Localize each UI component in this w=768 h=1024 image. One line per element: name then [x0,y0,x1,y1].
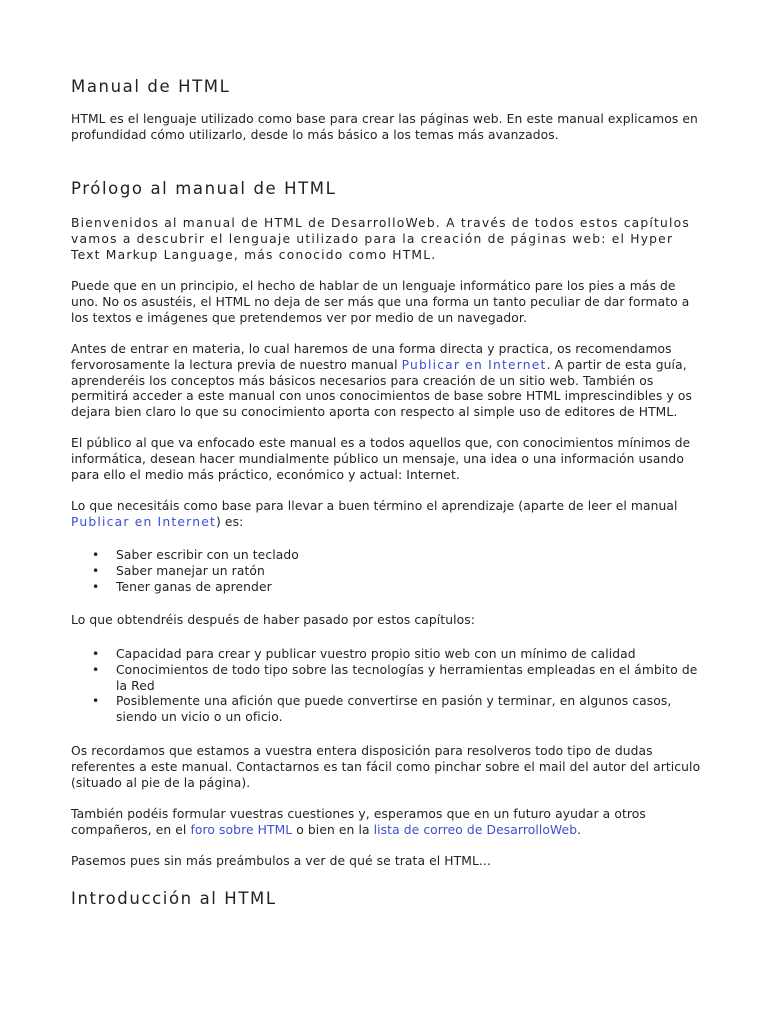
list-item-text: Capacidad para crear y publicar vuestro propio sitio web con un mínimo de calidad [116,647,636,661]
principle-paragraph: Puede que en un principio, el hecho de hablar de un lenguaje informático pare los pies a más de uno. No os asustéis, el HTML no deja de ser más que una forma un tanto peculiar de dar formato a los textos e imágenes que pretendemos ver por medio de un navegador. [71,279,690,325]
section-title-introduccion: Introducción al HTML [71,889,277,908]
also-text-c: . [577,822,582,837]
list-item [71,564,703,580]
list-item [71,694,703,726]
list-item [71,647,703,663]
before-text-a: Antes de entrar en materia, lo cual haremos de una forma directa y practica, os recomendamos fervorosamente la lectura previa de nuestro manual [71,342,672,372]
list-item-text: Saber manejar un ratón [116,563,265,578]
list-item [71,663,703,695]
list-item-text: Posiblemente una afición que puede convertirse en pasión y terminar, en algunos casos, siendo un vicio o un oficio. [116,694,672,725]
section-title-prologo: Prólogo al manual de HTML [71,179,337,198]
bullet-icon: • [92,647,100,661]
also-paragraph [71,807,703,839]
also-text-b: o bien en la [292,822,374,837]
bullet-icon: • [92,579,100,594]
page-title: Manual de HTML [71,77,231,96]
publicar-en-internet-link[interactable]: Publicar en Internet [401,357,547,372]
needs-list [71,548,703,595]
bullet-icon: • [92,662,100,677]
lista-correo-link[interactable]: lista de correo de DesarrolloWeb [373,822,578,837]
foro-html-link[interactable]: foro sobre HTML [190,822,293,837]
list-item [71,580,703,596]
before-text-b: . A partir de esta guía, aprenderéis los conceptos más básicos necesarios para creación de un sitio web. También os permitirá acceder a este manual con unos conocimientos de base sobre HTML imprescindibles y os dejara bien claro lo que su conocimiento aporta con respecto al simple uso de editores de HTML. [71,357,692,420]
bullet-icon: • [92,694,100,709]
list-item [71,548,703,564]
welcome-paragraph: Bienvenidos al manual de HTML de DesarrolloWeb. A través de todos estos capítulos vamos a descubrir el lenguaje utilizado para la creación de páginas web: el Hyper Text Markup Language, más conocido como HTML. [71,216,691,262]
intro-paragraph: HTML es el lenguaje utilizado como base para crear las páginas web. En este manual explicamos en profundidad cómo utilizarlo, desde lo más básico a los temas más avanzados. [71,112,698,142]
needs-text-b: ) es: [216,514,244,529]
also-text-a: También podéis formular vuestras cuestiones y, esperamos que en un futuro ayudar a otros compañeros, en el [71,807,646,837]
before-paragraph [71,342,703,421]
list-item-text: Conocimientos de todo tipo sobre las tecnologías y herramientas empleadas en el ámbito de la Red [116,662,698,693]
list-item-text: Saber escribir con un teclado [116,548,299,562]
bullet-icon: • [92,548,100,562]
publicar-en-internet-link-2[interactable]: Publicar en Internet [71,514,216,529]
obtain-paragraph: Lo que obtendréis después de haber pasado por estos capítulos: [71,613,476,627]
bullet-icon: • [92,563,100,578]
last-paragraph: Pasemos pues sin más preámbulos a ver de qué se trata el HTML... [71,854,491,868]
needs-paragraph [71,499,703,531]
obtain-list [71,647,703,726]
list-item-text: Tener ganas de aprender [116,579,272,594]
needs-text-a: Lo que necesitáis como base para llevar a buen término el aprendizaje (aparte de leer el manual [71,499,678,513]
remind-paragraph: Os recordamos que estamos a vuestra entera disposición para resolveros todo tipo de dudas referentes a este manual. Contactarnos es tan fácil como pinchar sobre el mail del autor del articulo (situado al pie de la página). [71,744,701,790]
public-paragraph: El público al que va enfocado este manual es a todos aquellos que, con conocimientos mínimos de informática, desean hacer mundialmente público un mensaje, una idea o una información usando para ello el medio más práctico, económico y actual: Internet. [71,436,691,482]
